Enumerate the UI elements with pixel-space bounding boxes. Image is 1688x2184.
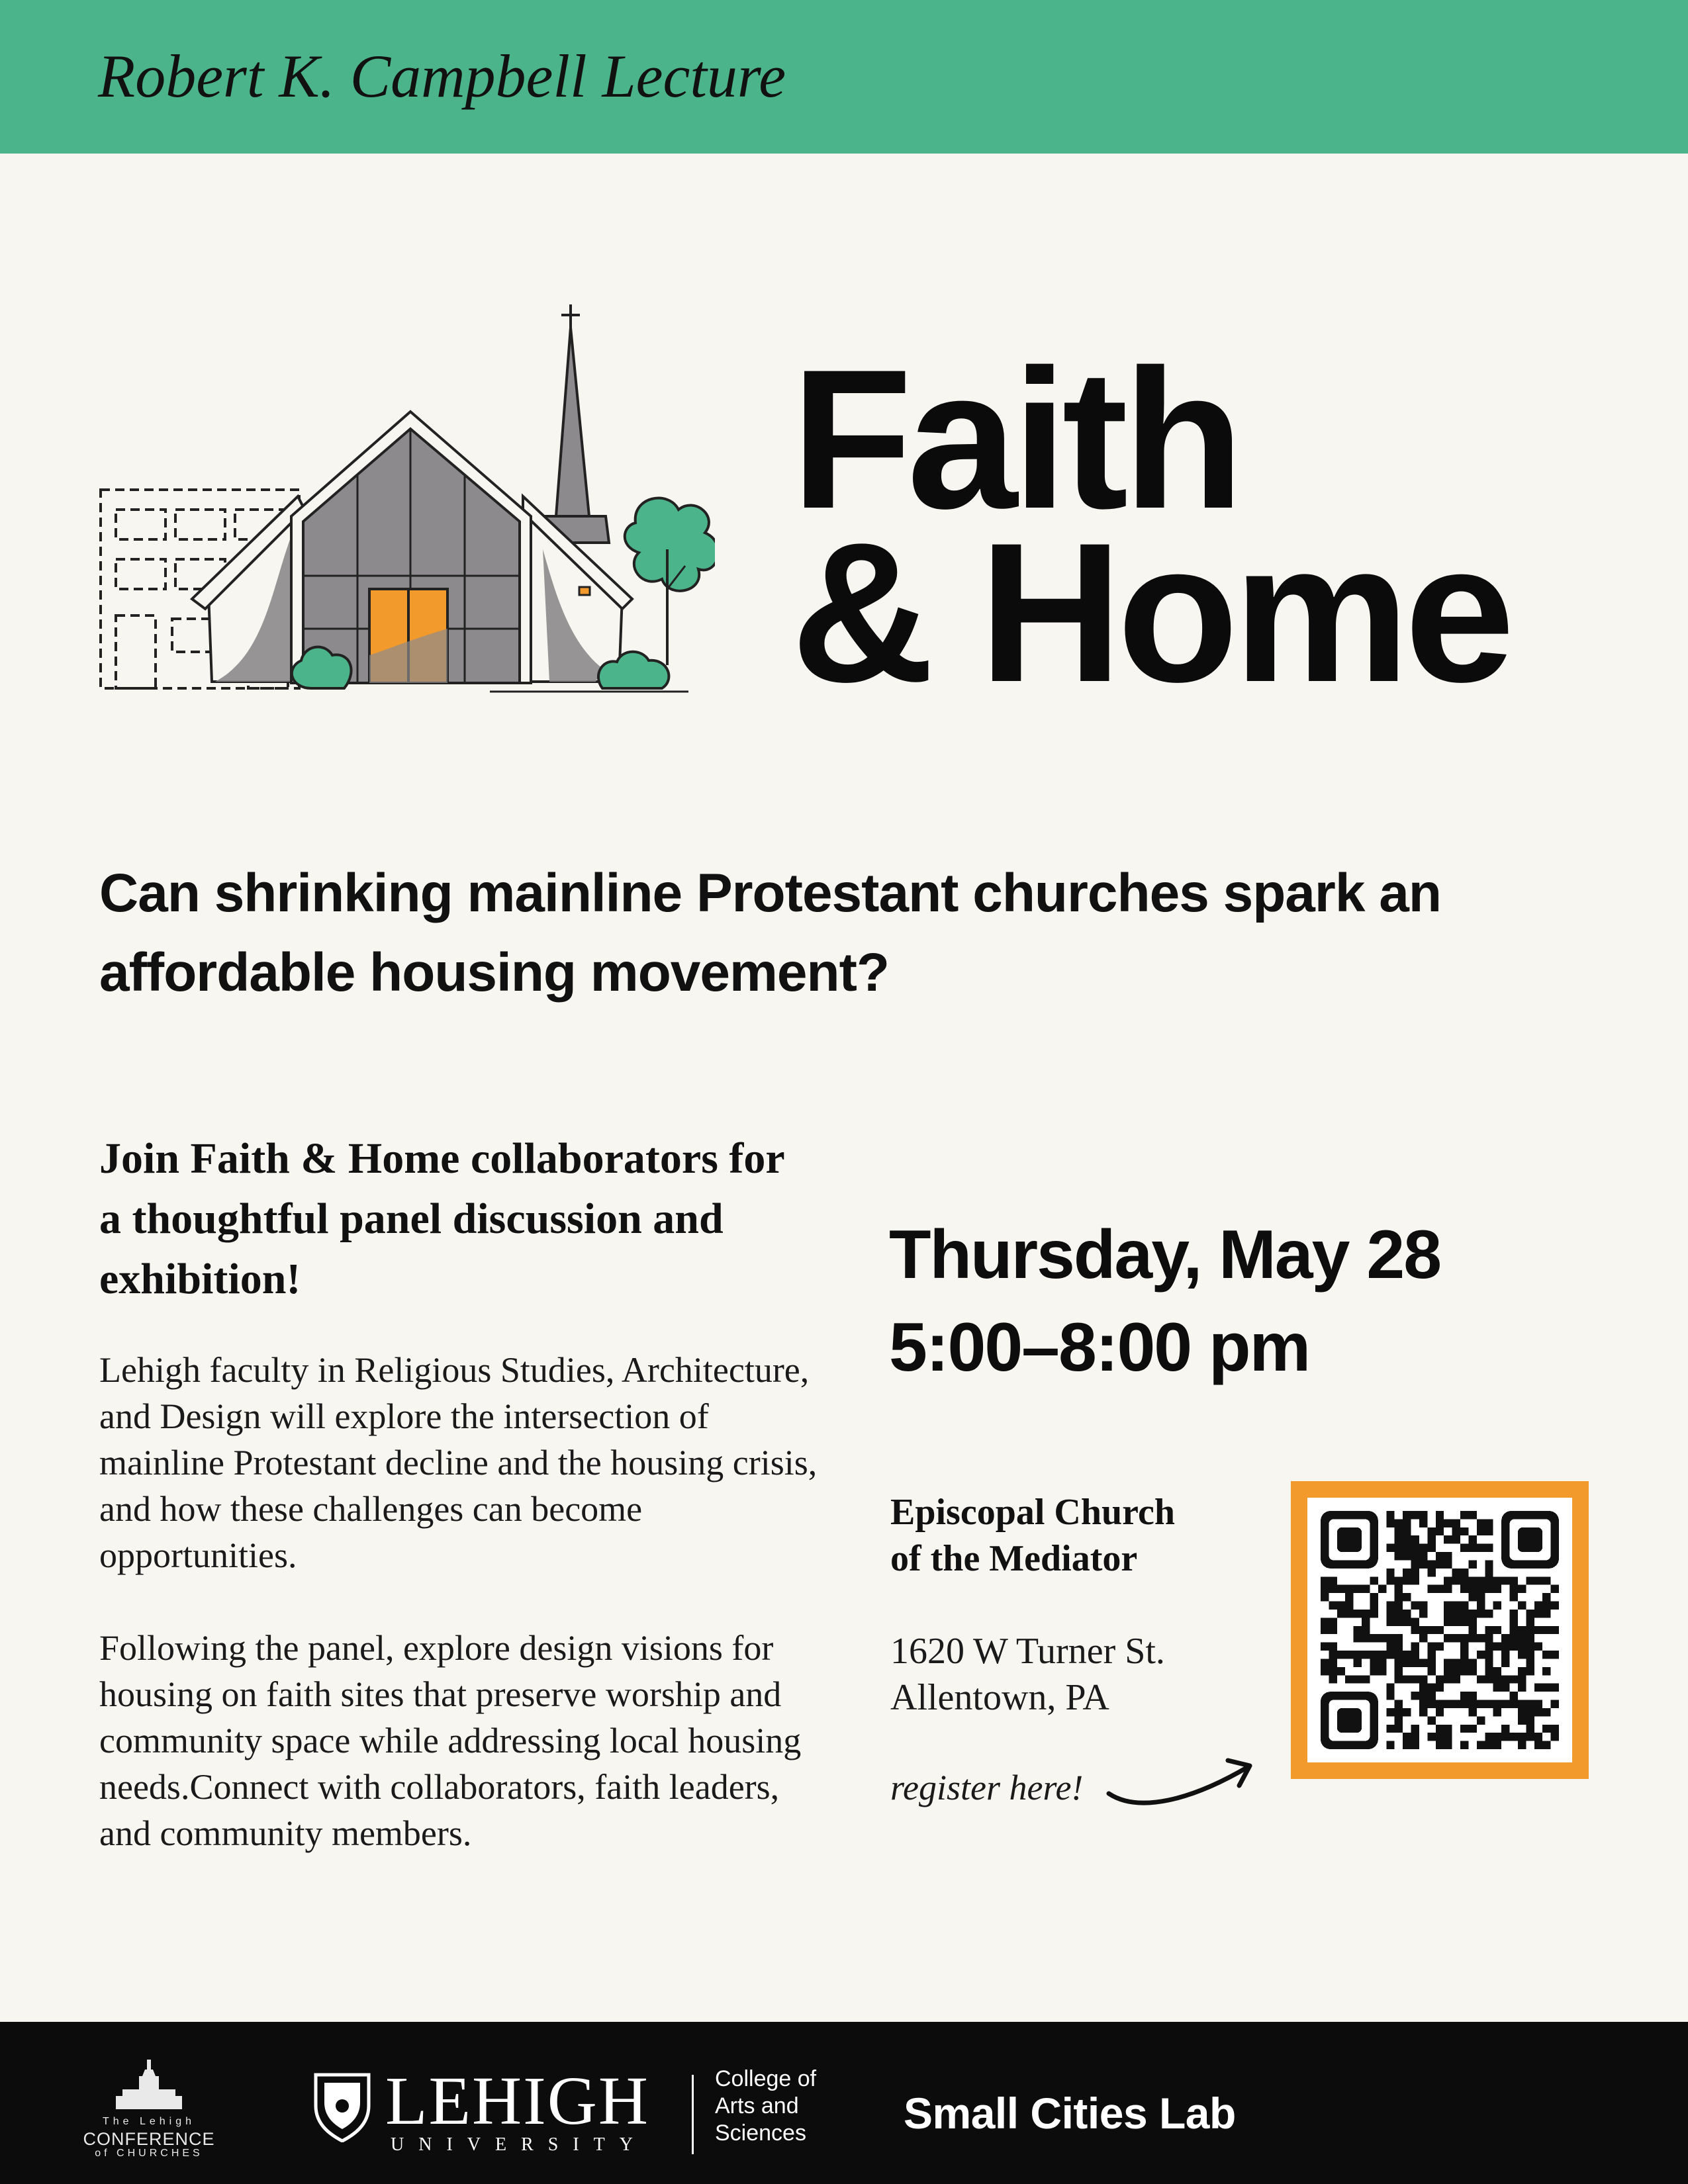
- small-cities-lab-logo: Small Cities Lab: [904, 2089, 1236, 2138]
- college-line-3: Sciences: [715, 2120, 806, 2146]
- spire: [539, 304, 609, 543]
- title-line-faith: Faith: [791, 328, 1239, 550]
- address-line-1: 1620 W Turner St.: [890, 1631, 1165, 1672]
- college-line-1: College of: [715, 2066, 817, 2091]
- church-illustration: [93, 298, 715, 702]
- address-line-2: Allentown, PA: [890, 1677, 1109, 1718]
- qr-code-icon: [1321, 1511, 1559, 1749]
- event-title: [791, 328, 1510, 723]
- building-silhouette-icon: [116, 2056, 182, 2113]
- venue-line-2: of the Mediator: [890, 1538, 1138, 1579]
- conference-of-churches-logo: [83, 2056, 215, 2159]
- event-date: Thursday, May 28: [889, 1216, 1441, 1293]
- description-paragraph-1: Lehigh faculty in Religious Studies, Architecture, and Design will explore the intersection of mainline Protestant decline and the housing crisis, and how these challenges can become opportunities.: [99, 1350, 818, 1575]
- register-label: register here!: [890, 1768, 1084, 1807]
- conference-line-2: CONFERENCE: [83, 2129, 215, 2149]
- header-band: [0, 0, 1688, 154]
- university-wordmark: UNIVERSITY: [391, 2134, 647, 2155]
- arrow-icon: [1099, 1741, 1258, 1820]
- venue-address: [890, 1628, 1165, 1721]
- description-paragraph-2: Following the panel, explore design visions for housing on faith sites that preserve worship and community space while addressing local housing needs.Connect with collaborators, faith leaders, and community members.: [99, 1628, 802, 1853]
- college-arts-sciences: [715, 2066, 816, 2147]
- event-question: Can shrinking mainline Protestant churches spark an affordable housing movement?: [99, 863, 1441, 1003]
- qr-code-image: [1307, 1498, 1572, 1762]
- footer-band: [0, 2022, 1688, 2184]
- title-line-home: & Home: [791, 501, 1510, 723]
- event-time: 5:00–8:00 pm: [889, 1309, 1310, 1386]
- registration-qr-code[interactable]: [1291, 1481, 1589, 1779]
- lehigh-shield-icon: [312, 2070, 372, 2142]
- conference-line-1: The Lehigh: [102, 2116, 196, 2127]
- conference-line-3: of CHURCHES: [95, 2148, 203, 2159]
- venue-line-1: Episcopal Church: [890, 1492, 1175, 1533]
- college-line-2: Arts and: [715, 2093, 799, 2118]
- event-datetime: [889, 1208, 1440, 1394]
- lecture-series-title: Robert K. Campbell Lecture: [98, 42, 786, 110]
- venue-name: [890, 1489, 1175, 1582]
- lehigh-wordmark: LEHIGH: [385, 2063, 650, 2139]
- lead-text: Join Faith & Home collaborators for a thoughtful panel discussion and exhibition!: [99, 1134, 784, 1303]
- footer-divider: [692, 2075, 694, 2154]
